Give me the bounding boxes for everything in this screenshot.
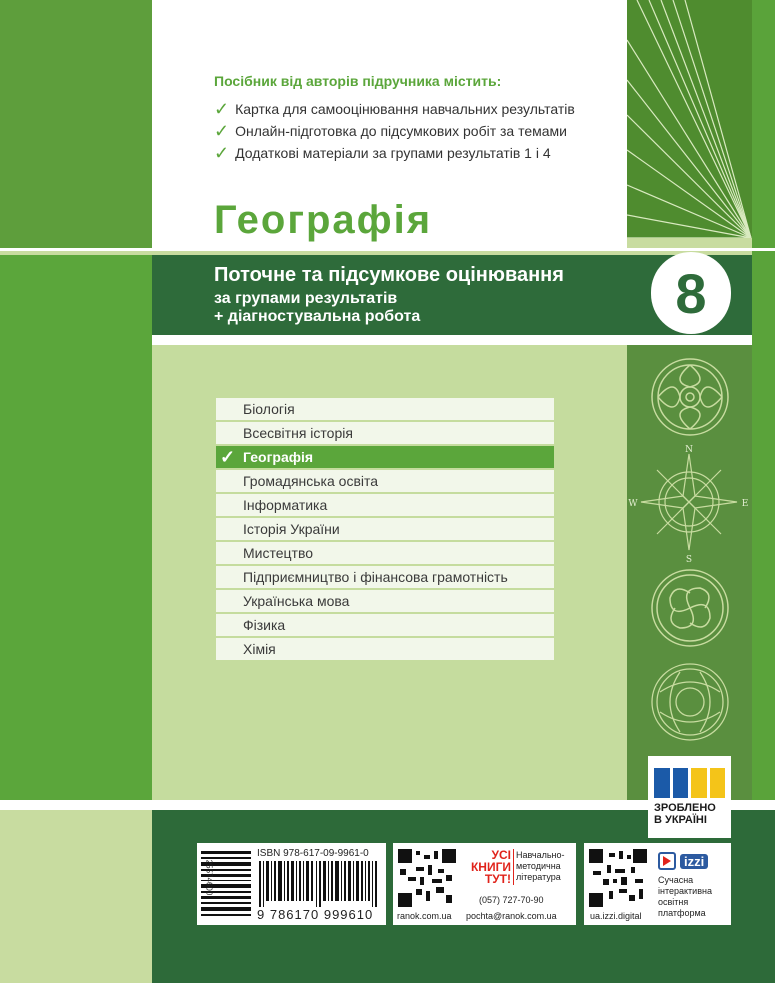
list-item[interactable] — [216, 638, 554, 660]
list-item[interactable] — [216, 422, 554, 444]
list-item[interactable] — [216, 542, 554, 564]
badge-line: ЗРОБЛЕНО — [654, 802, 716, 814]
compass-s: S — [685, 555, 693, 565]
celtic-ornament-icon — [650, 357, 730, 437]
spiral-ornament-icon — [650, 568, 730, 648]
feature-label: Додаткові матеріали за групами результатів 1 і 4 — [235, 145, 551, 161]
right-strip — [752, 0, 775, 810]
feature-label: Картка для самооцінювання навчальних результатів — [235, 101, 575, 117]
list-item[interactable] — [216, 494, 554, 516]
ranok-site-link[interactable]: ranok.com.ua — [397, 911, 452, 921]
isbn-side-code: 25574600 — [204, 859, 214, 896]
list-item[interactable] — [216, 398, 554, 420]
compass-rose-icon — [627, 440, 752, 565]
barcode-icon — [259, 861, 379, 907]
feature-item — [214, 144, 551, 162]
isbn-label: ISBN 978-617-09-9961-0 — [257, 848, 369, 859]
subject-label: Підприємництво і фінансова грамотність — [243, 569, 508, 585]
feature-label: Онлайн-підготовка до підсумкових робіт за темами — [235, 123, 567, 139]
subject-label: Біологія — [243, 401, 295, 417]
list-item[interactable] — [216, 566, 554, 588]
promo-text: УСІ КНИГИ ТУТ! — [470, 848, 511, 886]
subject-title: Географія — [214, 198, 433, 242]
list-item[interactable] — [216, 470, 554, 492]
izzi-wordmark: izzi — [680, 854, 708, 869]
list-item[interactable] — [216, 518, 554, 540]
grade-badge — [651, 252, 731, 334]
izzi-play-icon — [658, 852, 676, 870]
feature-item — [214, 122, 567, 140]
badge-line: В УКРАЇНІ — [654, 814, 707, 826]
divider — [0, 248, 775, 251]
book-subtitle: + діагностувальна робота — [214, 308, 421, 325]
subject-label: Всесвітня історія — [243, 425, 353, 441]
left-bottom-panel — [0, 810, 152, 983]
checkmark-icon: ✓ — [214, 99, 230, 119]
subject-label: Українська мова — [243, 593, 350, 609]
subject-list — [216, 398, 554, 662]
left-top-panel — [0, 0, 152, 250]
feature-item — [214, 100, 575, 118]
ranok-email-link[interactable]: pochta@ranok.com.ua — [466, 911, 557, 921]
subject-label: Мистецтво — [243, 545, 314, 561]
left-green-panel — [0, 255, 152, 800]
divider — [152, 335, 752, 345]
compass-e: E — [741, 499, 749, 509]
ukraine-flag-bars-icon — [654, 768, 725, 798]
grade-number: 8 — [675, 261, 707, 325]
ranok-box — [393, 843, 576, 925]
woven-ornament-icon — [650, 662, 730, 742]
checkmark-icon: ✓ — [214, 121, 230, 141]
list-item[interactable] — [216, 614, 554, 636]
subject-label: Громадянська освіта — [243, 473, 379, 489]
list-item[interactable] — [216, 590, 554, 612]
made-in-ukraine-badge — [648, 756, 731, 838]
ranok-description: Навчально- методична література — [516, 850, 565, 882]
izzi-box — [584, 843, 731, 925]
checkmark-icon: ✓ — [220, 447, 236, 467]
subject-label: Хімія — [243, 641, 276, 657]
checkmark-icon: ✓ — [214, 143, 230, 163]
qr-code-icon[interactable] — [589, 849, 647, 907]
isbn-digits: 9 786170 999610 — [257, 907, 374, 922]
features-heading: Посібник від авторів підручника містить: — [214, 73, 502, 89]
book-subtitle: за групами результатів — [214, 290, 398, 307]
izzi-logo — [658, 850, 726, 872]
qr-code-icon[interactable] — [398, 849, 456, 907]
ranok-phone: (057) 727-70-90 — [479, 895, 544, 905]
compass-n: N — [685, 445, 693, 455]
subject-label: Географія — [243, 449, 314, 465]
compass-w: W — [628, 499, 638, 509]
izzi-site-link[interactable]: ua.izzi.digital — [590, 911, 642, 921]
izzi-description: Сучасна інтерактивна освітня платформа — [658, 875, 712, 918]
subject-label: Інформатика — [243, 497, 328, 513]
subject-label: Історія України — [243, 521, 340, 537]
isbn-box — [197, 843, 386, 925]
list-item-selected[interactable] — [216, 446, 554, 468]
book-title: Поточне та підсумкове оцінювання — [214, 264, 564, 286]
subject-label: Фізика — [243, 617, 286, 633]
